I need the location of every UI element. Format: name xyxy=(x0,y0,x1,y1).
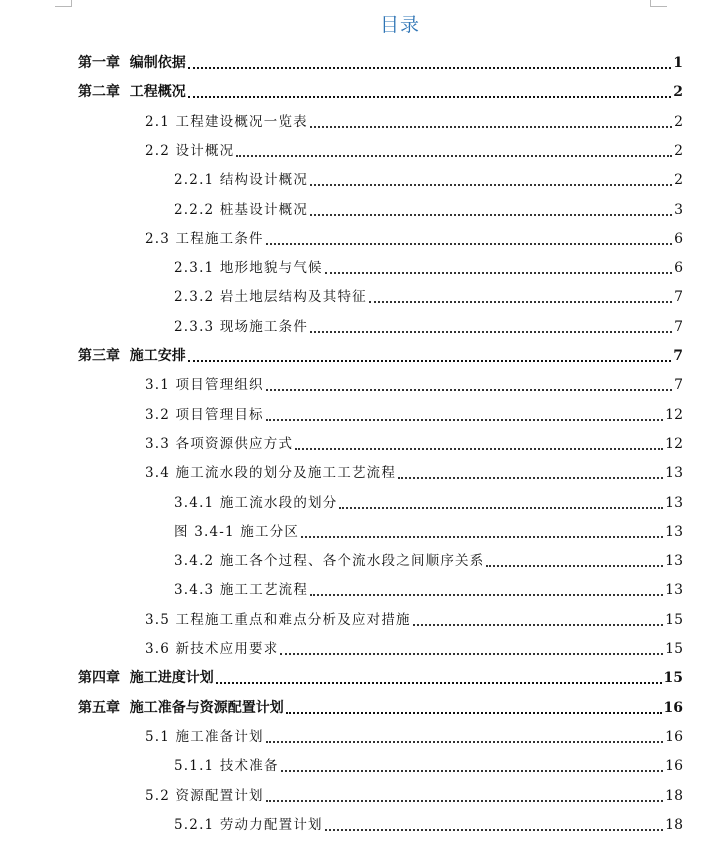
toc-page-number: 2 xyxy=(674,113,683,130)
toc-entry-text: 图 3.4-1 施工分区 xyxy=(174,523,300,540)
toc-page-number: 16 xyxy=(663,699,683,716)
toc-page-number: 13 xyxy=(665,582,683,599)
toc-dot-leader xyxy=(301,535,663,538)
toc-dot-leader xyxy=(266,242,672,245)
toc-page-number: 2 xyxy=(674,142,683,159)
toc-entry[interactable] xyxy=(145,721,683,747)
toc-entry[interactable] xyxy=(174,487,683,513)
toc-page-number: 12 xyxy=(665,435,683,452)
toc-dot-leader xyxy=(188,66,672,69)
toc-dot-leader xyxy=(310,593,663,596)
toc-entry-text: 第二章 工程概况 xyxy=(78,84,186,101)
toc-entry[interactable] xyxy=(145,780,683,806)
toc-dot-leader xyxy=(266,388,672,391)
toc-entry-text: 2.3.2 岩土地层结构及其特征 xyxy=(174,289,367,306)
toc-dot-leader xyxy=(339,506,663,509)
toc-page-number: 2 xyxy=(673,84,683,101)
toc-page-number: 15 xyxy=(665,611,683,628)
toc-entry[interactable] xyxy=(78,76,683,102)
toc-dot-leader xyxy=(310,330,672,333)
toc-dot-leader xyxy=(266,418,663,421)
toc-dot-leader xyxy=(295,447,663,450)
toc-page-number: 6 xyxy=(674,230,683,247)
toc-dot-leader xyxy=(280,652,663,655)
toc-page-number: 15 xyxy=(665,641,683,657)
toc-page-number: 18 xyxy=(665,787,683,804)
toc-dot-leader xyxy=(266,740,663,743)
toc-entry[interactable] xyxy=(78,340,683,366)
toc-entry[interactable] xyxy=(78,662,683,688)
toc-page-number: 7 xyxy=(674,377,683,394)
toc-entry-text: 3.3 各项资源供应方式 xyxy=(145,435,294,452)
toc-entry[interactable] xyxy=(174,516,683,542)
toc-page-number: 13 xyxy=(665,465,683,482)
toc-entry-text: 2.3.3 现场施工条件 xyxy=(174,318,309,335)
margin-corner-mark-right xyxy=(650,0,667,7)
toc-dot-leader xyxy=(413,623,663,626)
toc-entry[interactable] xyxy=(174,252,683,278)
toc-page-number: 12 xyxy=(665,406,683,423)
toc-page-number: 18 xyxy=(665,816,683,833)
toc-entry[interactable] xyxy=(145,369,683,395)
toc-entry-text: 2.2.1 结构设计概况 xyxy=(174,172,309,189)
toc-entry-text: 3.4.2 施工各个过程、各个流水段之间顺序关系 xyxy=(174,553,485,570)
toc-page-number: 15 xyxy=(663,670,683,687)
toc-dot-leader xyxy=(325,271,672,274)
toc-entry-text: 3.5 工程施工重点和难点分析及应对措施 xyxy=(145,611,411,628)
toc-entry[interactable] xyxy=(78,692,683,718)
toc-dot-leader xyxy=(310,183,672,186)
toc-entry-text: 3.4.1 施工流水段的划分 xyxy=(174,494,338,511)
toc-page-number: 6 xyxy=(674,260,683,277)
toc-dot-leader xyxy=(188,359,672,362)
toc-entry[interactable] xyxy=(145,428,683,454)
toc-entry-text: 5.2.1 劳动力配置计划 xyxy=(174,816,323,833)
toc-page-number: 7 xyxy=(674,289,683,306)
toc-entry-text: 3.1 项目管理组织 xyxy=(145,377,264,394)
toc-entry[interactable] xyxy=(145,604,683,630)
toc-entry[interactable] xyxy=(145,135,683,161)
toc-entry-text: 3.2 项目管理目标 xyxy=(145,406,264,423)
toc-entry-text: 第四章 施工进度计划 xyxy=(78,670,214,687)
toc-dot-leader xyxy=(286,711,662,714)
toc-dot-leader xyxy=(369,300,672,303)
toc-dot-leader xyxy=(281,769,664,772)
toc-entry[interactable] xyxy=(145,223,683,249)
toc-entry-text: 5.1 施工准备计划 xyxy=(145,728,264,745)
toc-page-number: 13 xyxy=(665,553,683,570)
toc-entry[interactable] xyxy=(174,281,683,307)
toc-entry[interactable] xyxy=(174,574,683,600)
margin-corner-mark-left xyxy=(55,0,72,7)
toc-entry-text: 第三章 施工安排 xyxy=(78,348,186,364)
toc-entry-text: 3.4.3 施工工艺流程 xyxy=(174,582,309,599)
toc-entry-text: 3.6 新技术应用要求 xyxy=(145,641,279,657)
toc-dot-leader xyxy=(486,564,663,567)
toc-entry[interactable] xyxy=(145,633,683,659)
toc-page-number: 13 xyxy=(665,523,683,540)
toc-entry[interactable] xyxy=(145,106,683,132)
toc-entry-text: 5.1.1 技术准备 xyxy=(174,758,279,775)
toc-entry-text: 5.2 资源配置计划 xyxy=(145,787,264,804)
toc-title: 目录 xyxy=(379,14,420,36)
toc-entry-text: 2.1 工程建设概况一览表 xyxy=(145,113,308,130)
toc-dot-leader xyxy=(266,799,663,802)
toc-entry-text: 2.2 设计概况 xyxy=(145,142,235,159)
toc-dot-leader xyxy=(325,828,663,831)
toc-dot-leader xyxy=(188,95,672,98)
toc-page-number: 2 xyxy=(674,172,683,189)
toc-page-number: 13 xyxy=(665,494,683,511)
toc-dot-leader xyxy=(236,154,672,157)
toc-entry[interactable] xyxy=(174,750,683,776)
toc-page-number: 3 xyxy=(674,201,683,218)
toc-dot-leader xyxy=(216,681,662,684)
toc-page-number: 7 xyxy=(673,348,683,364)
toc-page-number: 16 xyxy=(665,728,683,745)
toc-dot-leader xyxy=(310,125,672,128)
toc-page-number: 7 xyxy=(674,318,683,335)
toc-entry-text: 2.3.1 地形地貌与气候 xyxy=(174,260,323,277)
toc-entry-text: 3.4 施工流水段的划分及施工工艺流程 xyxy=(145,465,397,482)
toc-entry-text: 第五章 施工准备与资源配置计划 xyxy=(78,699,284,716)
toc-entry[interactable] xyxy=(174,164,683,190)
toc-entry-text: 第一章 编制依据 xyxy=(78,55,186,71)
toc-entry[interactable] xyxy=(174,545,683,571)
toc-entry[interactable] xyxy=(174,194,683,220)
toc-entry[interactable] xyxy=(145,457,683,483)
toc-dot-leader xyxy=(398,476,663,479)
toc-page-number: 16 xyxy=(665,758,683,775)
toc-dot-leader xyxy=(310,213,672,216)
toc-entry-text: 2.2.2 桩基设计概况 xyxy=(174,201,309,218)
toc-entry[interactable] xyxy=(78,47,683,73)
toc-entry[interactable] xyxy=(174,809,683,835)
toc-entry[interactable] xyxy=(145,399,683,425)
toc-entry[interactable] xyxy=(174,311,683,337)
toc-page-number: 1 xyxy=(673,55,683,71)
toc-entry-text: 2.3 工程施工条件 xyxy=(145,230,264,247)
